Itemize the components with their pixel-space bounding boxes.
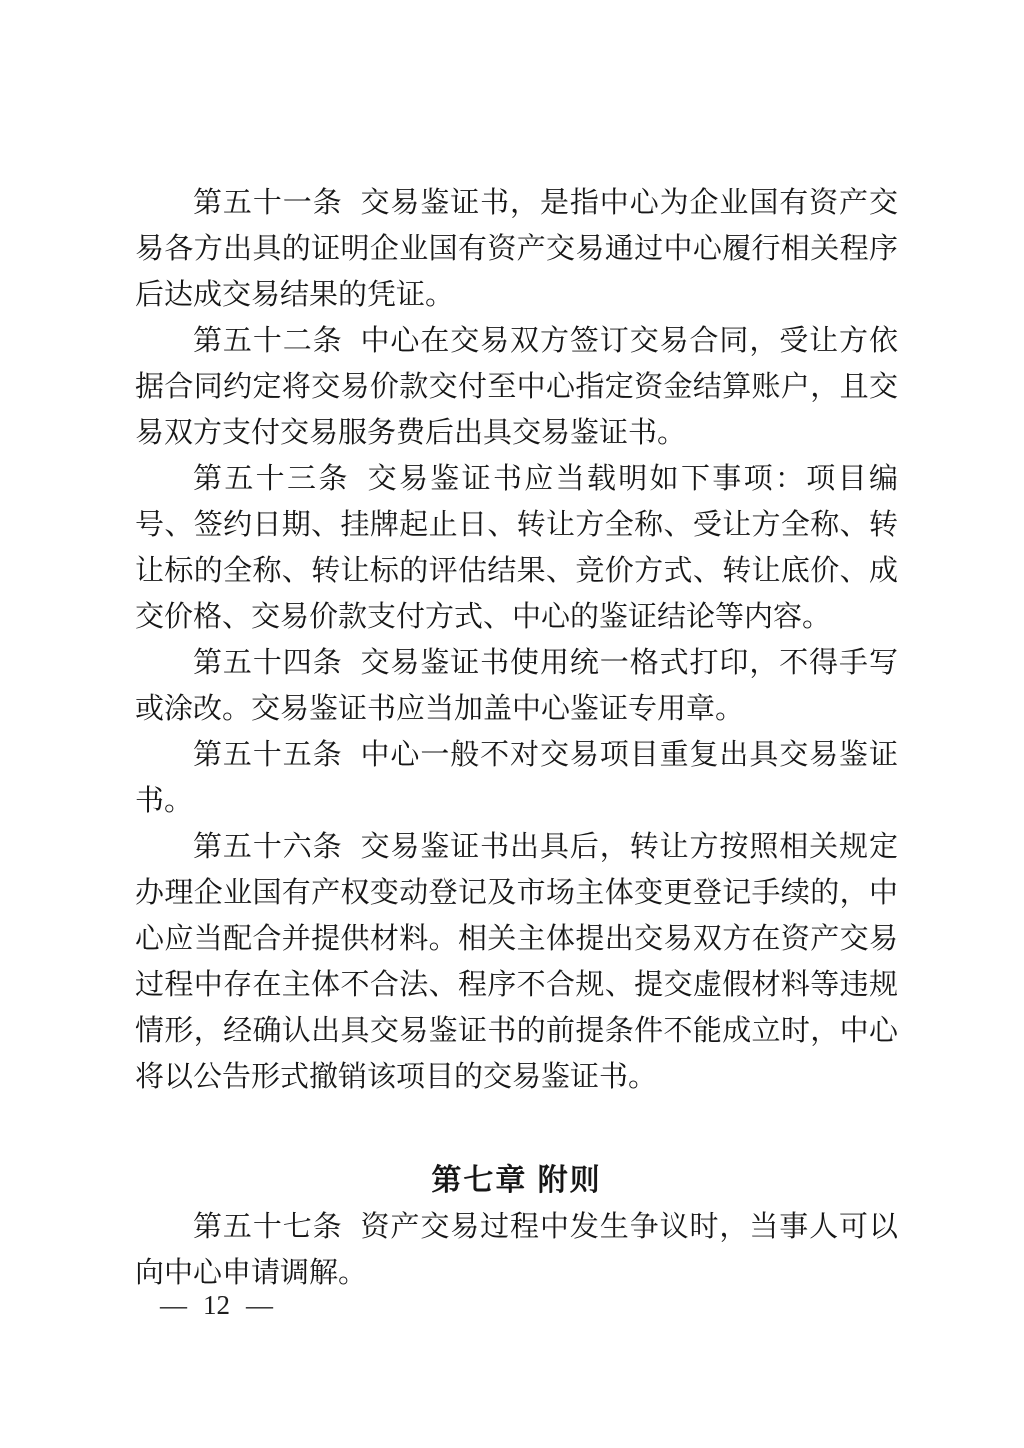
article-57-text: 资产交易过程中发生争议时，当事人可以向中心申请调解。 (135, 1211, 898, 1289)
article-55-paragraph (135, 732, 898, 824)
article-55-text: 中心一般不对交易项目重复出具交易鉴证书。 (135, 739, 898, 817)
article-53-text: 交易鉴证书应当载明如下事项：项目编号、签约日期、挂牌起止日、转让方全称、受让方全称、转让标的全称、转让标的评估结果、竞价方式、转让底价、成交价格、交易价款支付方式、中心的鉴证结论等内容。 (135, 463, 898, 633)
article-56-text: 交易鉴证书出具后，转让方按照相关规定办理企业国有产权变动登记及市场主体变更登记手续的，中心应当配合并提供材料。相关主体提出交易双方在资产交易过程中存在主体不合法、程序不合规、提交虚假材料等违规情形，经确认出具交易鉴证书的前提条件不能成立时，中心将以公告形式撤销该项目的交易鉴证书。 (135, 831, 898, 1093)
article-57-number: 第五十七条 (193, 1211, 343, 1243)
article-55-number: 第五十五条 (193, 739, 343, 771)
article-54-number: 第五十四条 (193, 647, 343, 679)
footer-dash-right: — (246, 1290, 273, 1320)
article-54-text: 交易鉴证书使用统一格式打印，不得手写或涂改。交易鉴证书应当加盖中心鉴证专用章。 (135, 647, 898, 725)
article-57-paragraph (135, 1204, 898, 1296)
article-51-text: 交易鉴证书，是指中心为企业国有资产交易各方出具的证明企业国有资产交易通过中心履行相关程序后达成交易结果的凭证。 (135, 187, 898, 311)
chapter-heading: 第七章 附则 (431, 1164, 602, 1197)
article-53-number: 第五十三条 (193, 463, 350, 495)
article-51-number: 第五十一条 (193, 187, 343, 219)
article-52-paragraph (135, 318, 898, 456)
document-body (135, 180, 898, 1296)
page-footer (160, 1288, 273, 1322)
footer-dash-left: — (160, 1290, 187, 1320)
article-56-paragraph (135, 824, 898, 1100)
article-53-paragraph (135, 456, 898, 640)
page-number: 12 (203, 1290, 230, 1320)
article-51-paragraph (135, 180, 898, 318)
article-56-number: 第五十六条 (193, 831, 343, 863)
article-52-number: 第五十二条 (193, 325, 343, 357)
article-54-paragraph (135, 640, 898, 732)
article-52-text: 中心在交易双方签订交易合同，受让方依据合同约定将交易价款交付至中心指定资金结算账户，且交易双方支付交易服务费后出具交易鉴证书。 (135, 325, 898, 449)
